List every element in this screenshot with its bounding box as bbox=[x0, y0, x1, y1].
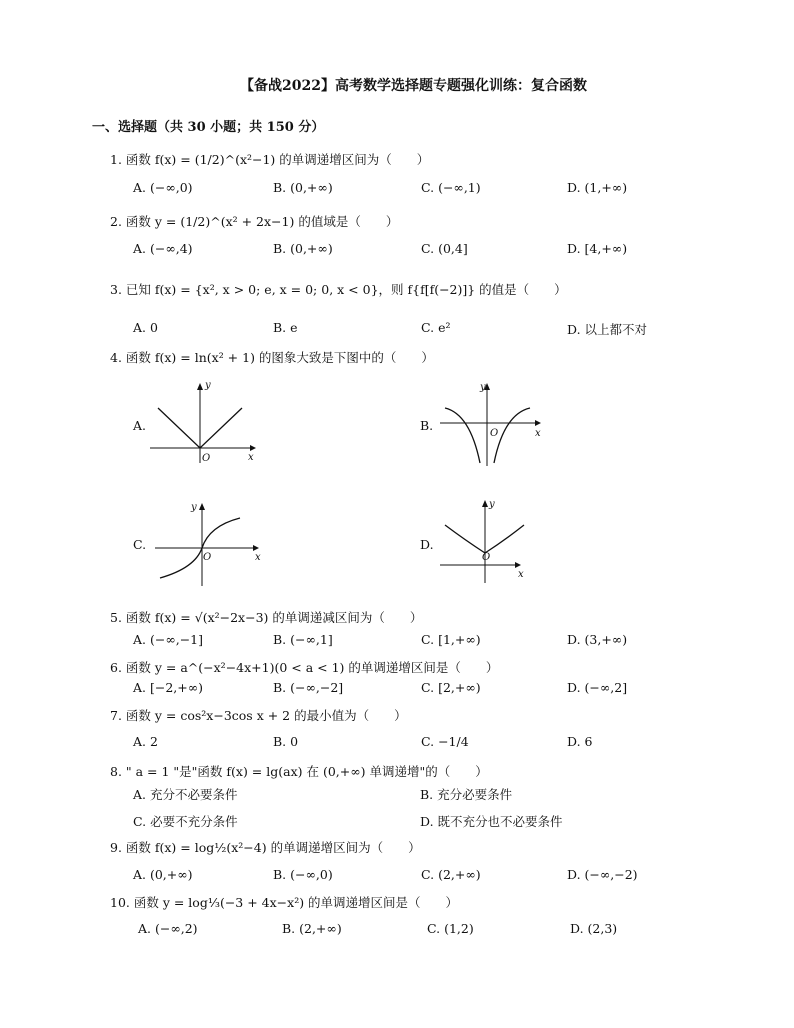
q6-option-b[interactable]: B. (−∞,−2] bbox=[273, 680, 344, 695]
q3-option-d[interactable]: D. 以上都不对 bbox=[567, 322, 648, 337]
q1-option-a[interactable]: A. (−∞,0) bbox=[133, 180, 193, 195]
q9-option-a[interactable]: A. (0,+∞) bbox=[133, 867, 193, 882]
question-3-stem: 3. 已知 f(x) = {x², x > 0; e, x = 0; 0, x < 0}，则 f{f[f(−2)]} 的值是（ ） bbox=[110, 282, 567, 297]
q9-option-b[interactable]: B. (−∞,0) bbox=[273, 867, 333, 882]
graph-b-y-label: y bbox=[480, 382, 486, 393]
q7-option-b[interactable]: B. 0 bbox=[273, 734, 299, 749]
question-2-stem: 2. 函数 y = (1/2)^(x² + 2x−1) 的值域是（ ） bbox=[110, 214, 399, 229]
q6-option-d[interactable]: D. (−∞,2] bbox=[567, 680, 628, 695]
q3-option-c[interactable]: C. e² bbox=[421, 320, 451, 335]
graph-a bbox=[150, 378, 260, 471]
q2-option-c[interactable]: C. (0,4] bbox=[421, 241, 468, 256]
q7-option-c[interactable]: C. −1/4 bbox=[421, 734, 469, 749]
q2-option-a[interactable]: A. (−∞,4) bbox=[133, 241, 193, 256]
graph-b-origin: O bbox=[490, 428, 499, 439]
q7-option-d[interactable]: D. 6 bbox=[567, 734, 593, 749]
graph-b-x-label: x bbox=[535, 428, 541, 439]
q5-option-a[interactable]: A. (−∞,−1] bbox=[133, 632, 204, 647]
q1-option-c[interactable]: C. (−∞,1) bbox=[421, 180, 481, 195]
q6-option-c[interactable]: C. [2,+∞) bbox=[421, 680, 481, 695]
question-9-stem: 9. 函数 f(x) = log½(x²−4) 的单调递增区间为（ ） bbox=[110, 840, 421, 855]
q7-option-a[interactable]: A. 2 bbox=[133, 734, 158, 749]
graph-d bbox=[440, 495, 550, 588]
q10-option-b[interactable]: B. (2,+∞) bbox=[282, 921, 342, 936]
graph-c-x-label: x bbox=[255, 552, 261, 563]
page-title: 【备战2022】高考数学选择题专题强化训练：复合函数 bbox=[240, 78, 587, 94]
q2-option-d[interactable]: D. [4,+∞) bbox=[567, 241, 628, 256]
graph-d-y-label: y bbox=[489, 499, 495, 510]
q10-option-d[interactable]: D. (2,3) bbox=[570, 921, 618, 936]
q8-option-c[interactable]: C. 必要不充分条件 bbox=[133, 814, 238, 829]
graph-c-y-label: y bbox=[191, 502, 197, 513]
q8-option-b[interactable]: B. 充分必要条件 bbox=[420, 787, 513, 802]
q8-option-d[interactable]: D. 既不充分也不必要条件 bbox=[420, 814, 563, 829]
section-heading: 一、选择题（共 30 小题；共 150 分） bbox=[92, 120, 325, 135]
question-7-stem: 7. 函数 y = cos²x−3cos x + 2 的最小值为（ ） bbox=[110, 708, 407, 723]
q10-option-c[interactable]: C. (1,2) bbox=[427, 921, 474, 936]
q4-option-d[interactable]: D. bbox=[420, 537, 434, 552]
question-4-stem: 4. 函数 f(x) = ln(x² + 1) 的图象大致是下图中的（ ） bbox=[110, 350, 434, 365]
q9-option-d[interactable]: D. (−∞,−2) bbox=[567, 867, 638, 882]
question-8-stem: 8. " a = 1 "是"函数 f(x) = lg(ax) 在 (0,+∞) 单调递增"的（ ） bbox=[110, 764, 488, 779]
graph-c-origin: O bbox=[203, 552, 212, 563]
q4-option-a[interactable]: A. bbox=[133, 418, 147, 433]
graph-a-origin: O bbox=[202, 453, 211, 464]
q10-option-a[interactable]: A. (−∞,2) bbox=[138, 921, 198, 936]
q1-option-b[interactable]: B. (0,+∞) bbox=[273, 180, 333, 195]
question-10-stem: 10. 函数 y = log⅓(−3 + 4x−x²) 的单调递增区间是（ ） bbox=[110, 895, 459, 910]
q5-option-c[interactable]: C. [1,+∞) bbox=[421, 632, 481, 647]
q1-option-d[interactable]: D. (1,+∞) bbox=[567, 180, 628, 195]
graph-c-svg bbox=[155, 498, 265, 588]
question-5-stem: 5. 函数 f(x) = √(x²−2x−3) 的单调递减区间为（ ） bbox=[110, 610, 423, 625]
q3-option-a[interactable]: A. 0 bbox=[133, 320, 158, 335]
q3-option-b[interactable]: B. e bbox=[273, 320, 298, 335]
question-1-stem: 1. 函数 f(x) = (1/2)^(x²−1) 的单调递增区间为（ ） bbox=[110, 152, 430, 167]
question-6-stem: 6. 函数 y = a^(−x²−4x+1)(0 < a < 1) 的单调递增区间是（ ） bbox=[110, 660, 499, 675]
q5-option-d[interactable]: D. (3,+∞) bbox=[567, 632, 628, 647]
q8-option-a[interactable]: A. 充分不必要条件 bbox=[133, 787, 238, 802]
graph-c bbox=[155, 498, 265, 591]
graph-a-x-label: x bbox=[248, 452, 254, 463]
graph-d-x-label: x bbox=[518, 569, 524, 580]
graph-a-svg bbox=[150, 378, 260, 468]
q6-option-a[interactable]: A. [−2,+∞) bbox=[133, 680, 204, 695]
graph-a-y-label: y bbox=[205, 380, 211, 391]
q5-option-b[interactable]: B. (−∞,1] bbox=[273, 632, 333, 647]
graph-d-svg bbox=[440, 495, 550, 585]
graph-b bbox=[440, 378, 550, 471]
q2-option-b[interactable]: B. (0,+∞) bbox=[273, 241, 333, 256]
q4-option-c[interactable]: C. bbox=[133, 537, 147, 552]
q4-option-b[interactable]: B. bbox=[420, 418, 434, 433]
graph-d-origin: O bbox=[482, 552, 491, 563]
q9-option-c[interactable]: C. (2,+∞) bbox=[421, 867, 481, 882]
graph-b-svg bbox=[440, 378, 550, 468]
